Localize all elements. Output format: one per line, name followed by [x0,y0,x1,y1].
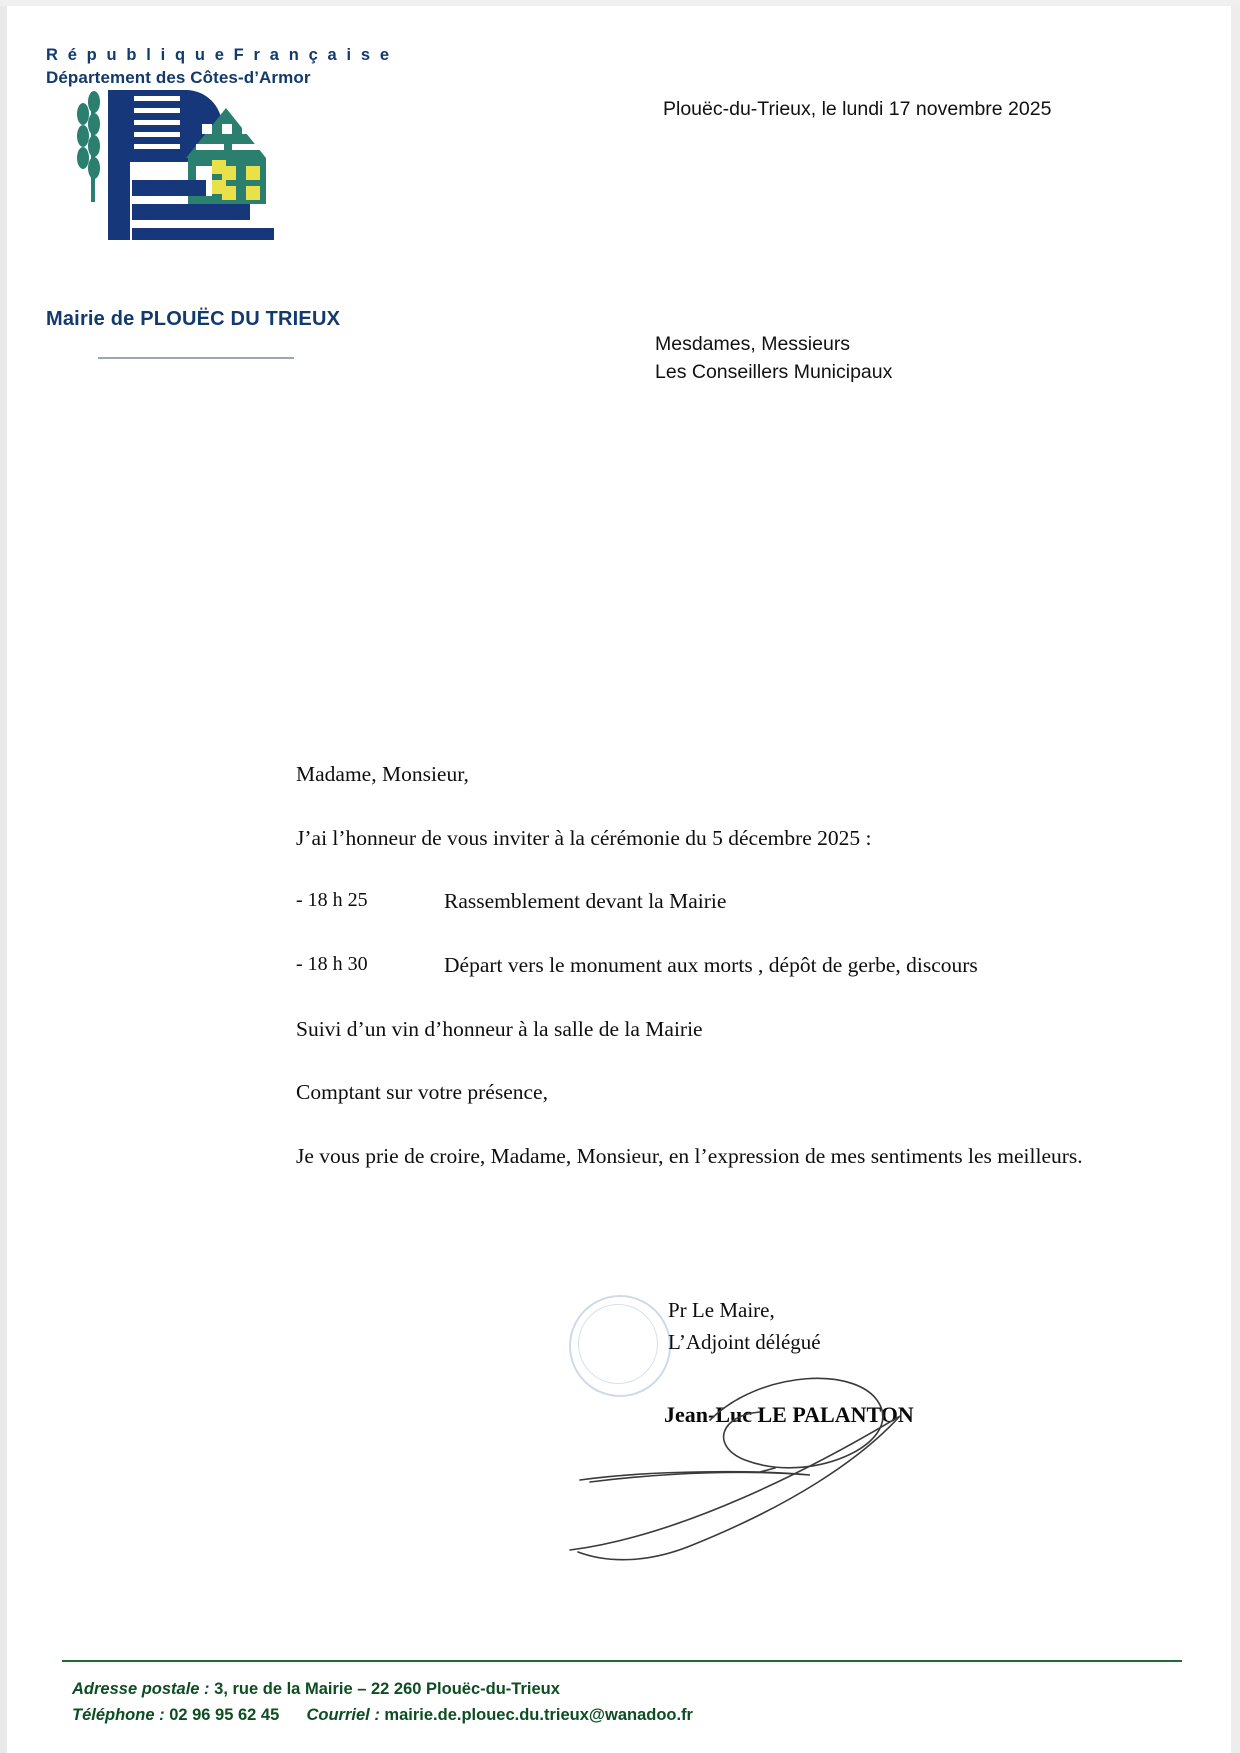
closing-paragraph: Je vous prie de croire, Madame, Monsieur, en l’expression de mes sentiments les meilleurs. [296,1143,1083,1168]
salutation: Madame, Monsieur, [296,762,469,786]
header-divider [98,357,294,359]
footer-address-row [72,1676,693,1702]
footer-divider [62,1660,1182,1662]
signatory-name: Jean-Luc LE PALANTON [664,1402,914,1427]
recipient-line-2: Les Conseillers Municipaux [655,361,893,384]
schedule-time: - 18 h 25 [296,889,368,912]
follow-up-paragraph: Suivi d’un vin d’honneur à la salle de la Mairie [296,1016,703,1041]
letter-body [296,760,1106,1206]
schedule-row [296,887,1106,917]
phone-value: 02 96 95 62 45 [169,1706,280,1725]
date-line: Plouëc-du-Trieux, le lundi 17 novembre 2025 [663,98,1052,120]
townhall-name: Mairie de PLOUËC DU TRIEUX [46,308,341,330]
scan-edge-right [1231,0,1240,1753]
recipient-line-1: Mesdames, Messieurs [655,333,851,355]
signature-titles [668,1295,821,1358]
republic-line: R é p u b l i q u e F r a n ç a i s e [46,46,392,64]
intro-paragraph: J’ai l’honneur de vous inviter à la cérémonie du 5 décembre 2025 : [296,825,872,850]
schedule-description: Départ vers le monument aux morts , dépôt de gerbe, discours [444,952,978,977]
footer-contact [72,1676,693,1729]
mail-value[interactable]: mairie.de.plouec.du.trieux@wanadoo.fr [384,1706,693,1725]
phone-label: Téléphone : [72,1706,165,1725]
address-value: 3, rue de la Mairie – 22 260 Plouëc-du-Trieux [214,1680,560,1698]
scan-edge-left [0,0,7,1753]
attendance-paragraph: Comptant sur votre présence, [296,1080,548,1105]
schedule-time: - 18 h 30 [296,952,368,975]
schedule-description: Rassemblement devant la Mairie [444,889,727,914]
department-line: Département des Côtes-d’Armor [46,68,311,87]
mail-label: Courriel : [306,1706,380,1725]
footer-phone-mail-row [72,1702,693,1728]
schedule-row [296,951,1106,981]
signature-title-line-2: L’Adjoint délégué [668,1329,821,1354]
address-label: Adresse postale : [72,1680,210,1698]
scan-edge-top [0,0,1240,6]
town-hall-logo-icon [36,62,286,252]
signature-title-line-1: Pr Le Maire, [668,1298,775,1322]
recipient-block [655,330,892,387]
official-stamp-icon [569,1295,671,1397]
